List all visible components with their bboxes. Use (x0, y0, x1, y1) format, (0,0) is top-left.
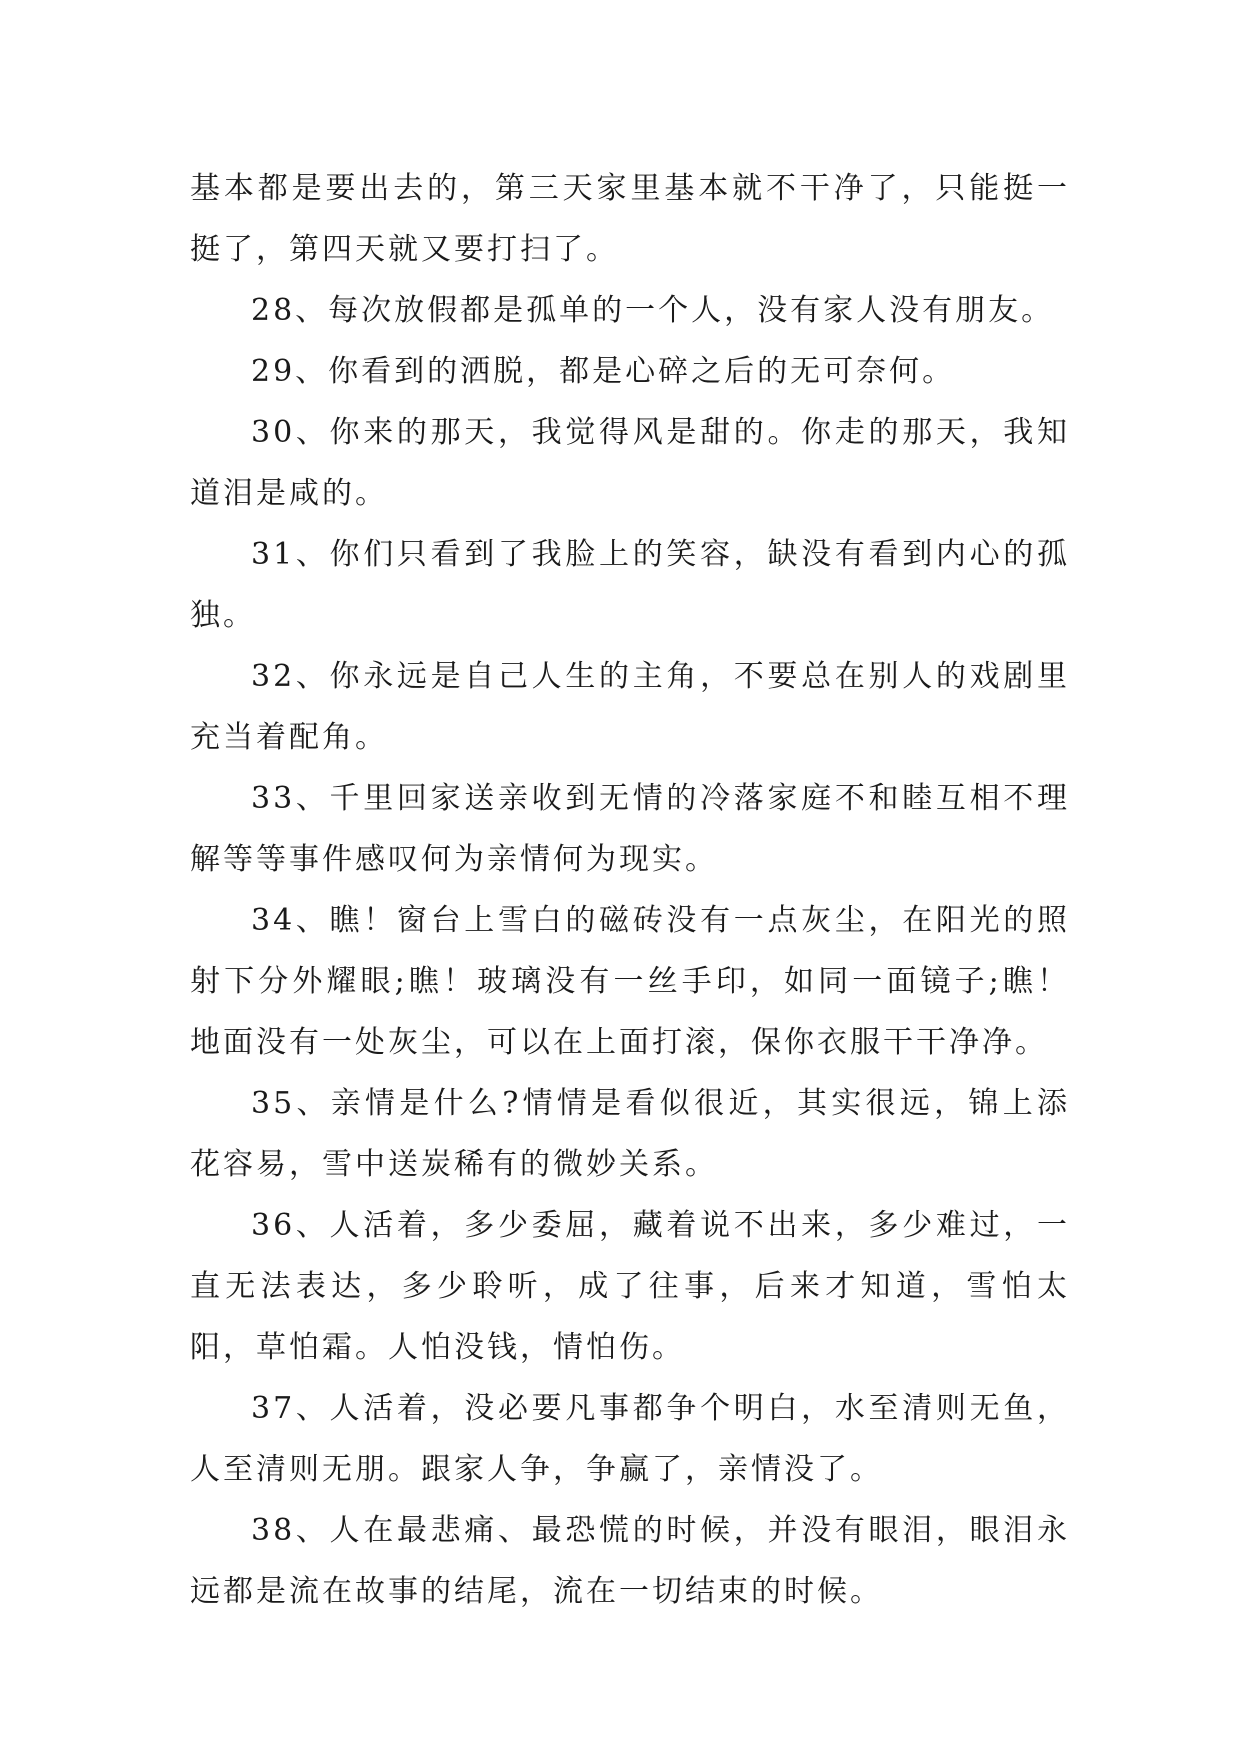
paragraph-36: 36、人活着，多少委屈，藏着说不出来，多少难过，一直无法表达，多少聆听，成了往事，后来才知道，雪怕太阳，草怕霜。人怕没钱，情怕伤。 (190, 1208, 1070, 1365)
paragraph-continuation: 基本都是要出去的，第三天家里基本就不干净了，只能挺一挺了，第四天就又要打扫了。 (190, 171, 1070, 267)
document-body (190, 158, 1070, 1622)
paragraph-33: 33、千里回家送亲收到无情的冷落家庭不和睦互相不理解等等事件感叹何为亲情何为现实。 (190, 781, 1070, 877)
paragraph-28: 28、每次放假都是孤单的一个人，没有家人没有朋友。 (251, 293, 1055, 328)
paragraph-31: 31、你们只看到了我脸上的笑容，缺没有看到内心的孤独。 (190, 537, 1070, 633)
paragraph-29: 29、你看到的洒脱，都是心碎之后的无可奈何。 (251, 354, 956, 389)
paragraph-35: 35、亲情是什么?情情是看似很近，其实很远，锦上添花容易，雪中送炭稀有的微妙关系。 (190, 1086, 1070, 1182)
paragraph-37: 37、人活着，没必要凡事都争个明白，水至清则无鱼，人至清则无朋。跟家人争，争赢了，亲情没了。 (190, 1391, 1070, 1487)
paragraph-30: 30、你来的那天，我觉得风是甜的。你走的那天，我知道泪是咸的。 (190, 415, 1070, 511)
paragraph-32: 32、你永远是自己人生的主角，不要总在别人的戏剧里充当着配角。 (190, 659, 1070, 755)
paragraph-34: 34、瞧！窗台上雪白的磁砖没有一点灰尘，在阳光的照射下分外耀眼;瞧！玻璃没有一丝手印，如同一面镜子;瞧！地面没有一处灰尘，可以在上面打滚，保你衣服干干净净。 (190, 903, 1070, 1060)
paragraph-38: 38、人在最悲痛、最恐慌的时候，并没有眼泪，眼泪永远都是流在故事的结尾，流在一切结束的时候。 (190, 1513, 1070, 1609)
